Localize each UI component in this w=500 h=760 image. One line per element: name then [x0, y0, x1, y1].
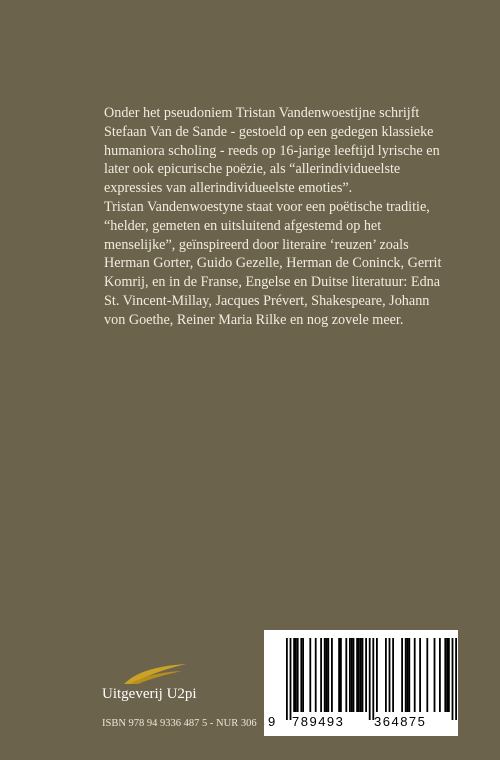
- barcode-bar: [434, 638, 436, 712]
- barcode-bar: [293, 638, 295, 712]
- barcode-bar: [385, 638, 387, 712]
- barcode-guard-bar: [372, 638, 374, 720]
- barcode-bar: [340, 638, 342, 712]
- back-cover-blurb: [104, 104, 444, 330]
- barcode-bar: [327, 638, 329, 712]
- barcode-bar: [407, 638, 409, 712]
- barcode-guard-bar: [290, 638, 292, 720]
- barcode-bar: [320, 638, 322, 712]
- barcode-bar: [376, 638, 378, 712]
- barcode-bar: [408, 638, 410, 712]
- barcode-bar: [439, 638, 441, 712]
- barcode-bar: [448, 638, 450, 712]
- barcode-guard-bar: [455, 638, 457, 720]
- barcode-bar: [444, 638, 446, 712]
- barcode-bar: [351, 638, 353, 712]
- barcode-bar: [353, 638, 355, 712]
- barcode-bar: [297, 638, 299, 712]
- barcode-bar: [302, 638, 304, 712]
- barcode-bar: [349, 638, 351, 712]
- barcode-bar: [365, 638, 367, 712]
- publisher-name: Uitgeverij U2pi: [102, 686, 197, 702]
- barcode-guard-bar: [452, 638, 454, 720]
- barcode-bar: [356, 638, 358, 712]
- blurb-paragraph-1: Onder het pseudoniem Tristan Vandenwoestijne schrijft Stefaan Van de Sande - gestoeld op een gedegen klassieke humaniora scholing - reeds op 16-jarige leeftijd lyrische en later ook epicurische poëzie, als “allerindividueelste expressies van allerindividueelste emoties”.: [104, 105, 440, 197]
- blurb-paragraph-2: Tristan Vandenwoestyne staat voor een poëtische traditie, “helder, gemeten en uitsluitend afgestemd op het menselijke”, geïnspireerd door literaire ‘reuzen’ zoals Herman Gorter, Guido Gezelle, Herman de Coninck, Gerrit Komrij, en in de Franse, Engelse en Duitse literatuur: Edna St. Vincent-Millay, Jacques Prévert, Shakespeare, Johann von Goethe, Reiner Maria Rilke en nog zovele meer.: [104, 198, 442, 328]
- barcode-left-digits: 789493: [292, 714, 345, 729]
- barcode-bar: [338, 638, 340, 712]
- barcode-bar: [389, 638, 391, 712]
- publisher-logo: [102, 662, 252, 722]
- barcode-bar: [426, 638, 428, 712]
- isbn-nur-line: ISBN 978 94 9336 487 5 - NUR 306: [102, 718, 257, 729]
- barcode-bar: [331, 638, 333, 712]
- barcode-bar: [414, 638, 416, 712]
- barcode-bar: [358, 638, 360, 712]
- barcode-bar: [362, 638, 364, 712]
- barcode-bar: [405, 638, 407, 712]
- barcode-bar: [392, 638, 394, 712]
- isbn-barcode: [264, 630, 458, 736]
- barcode-right-digits: 364875: [374, 714, 427, 729]
- barcode-bar: [360, 638, 362, 712]
- barcode-guard-bar: [286, 638, 288, 720]
- barcode-bar: [324, 638, 326, 712]
- barcode-bar: [326, 638, 328, 712]
- barcode-bar: [309, 638, 311, 712]
- barcode-bar: [295, 638, 297, 712]
- barcode-bar: [300, 638, 302, 712]
- barcode-bar: [345, 638, 347, 712]
- barcode-bar: [401, 638, 403, 712]
- barcode-guard-bar: [369, 638, 371, 720]
- barcode-bar: [446, 638, 448, 712]
- golden-swoosh-icon: [122, 662, 188, 686]
- barcode-first-digit: 9: [268, 714, 277, 729]
- barcode-bar: [419, 638, 421, 712]
- barcode-bar: [315, 638, 317, 712]
